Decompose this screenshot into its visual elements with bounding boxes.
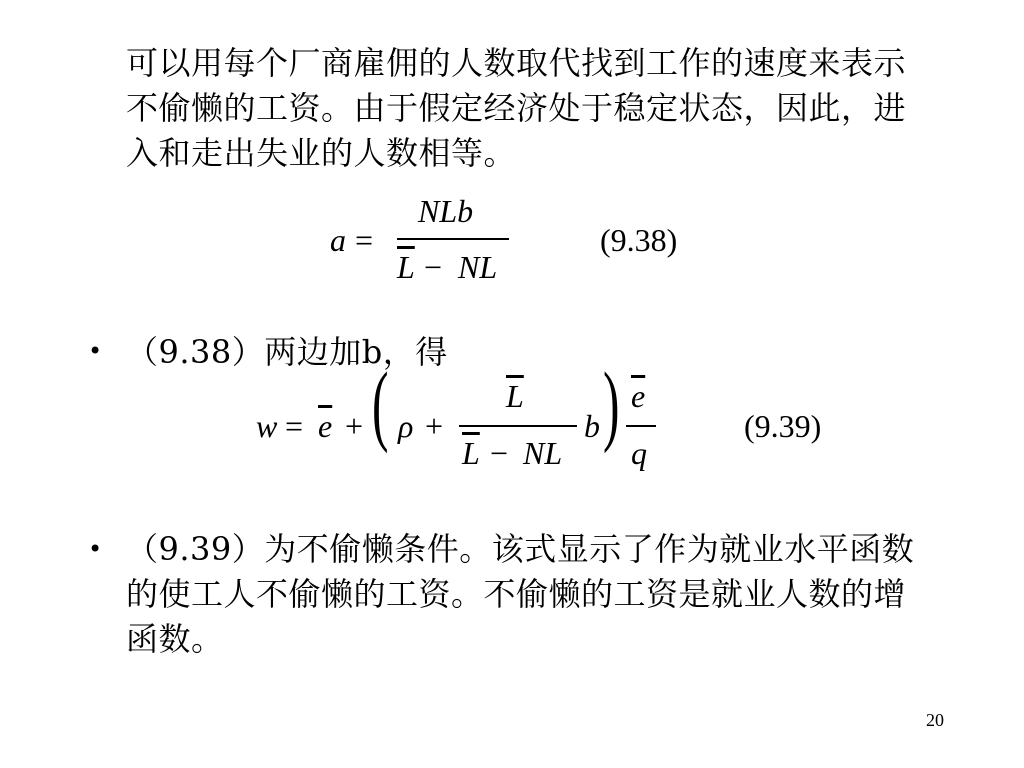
eq939-plus1: + xyxy=(345,408,364,444)
eq939-frac2-num: $\overline{e}$ xyxy=(631,378,646,414)
eq939-b: b xyxy=(584,408,600,444)
eq939-num-lbar: $\overline{L}$ xyxy=(506,378,524,414)
eq939-fraction-bar-1 xyxy=(459,425,577,427)
eq939-den-nl: NL xyxy=(523,435,563,471)
eq939-frac2-den: q xyxy=(631,435,647,471)
eq939-number: (9.39) xyxy=(744,408,822,444)
intro-paragraph: 可以用每个厂商雇佣的人数取代找到工作的速度来表示不偷懒的工资。由于假定经济处于稳定状态，因此，进入和走出失业的人数相等。 xyxy=(126,44,907,172)
eq938-lhs: a xyxy=(330,222,346,258)
eq938-numerator: NLb xyxy=(418,193,474,229)
eq939-equals: = xyxy=(285,408,304,444)
eq938-number: (9.38) xyxy=(600,222,678,258)
eq939-rho: ρ xyxy=(398,408,414,444)
eq939-den-lbar: $\overline{L}$ xyxy=(462,435,480,471)
bullet2-text: （9.39）为不偷懒条件。该式显示了作为就业水平函数的使工人不偷懒的工资。不偷懒的工资是就业人数的增函数。 xyxy=(126,530,915,658)
eq938-equals: = xyxy=(355,222,374,258)
eq938-den-minus: − xyxy=(424,249,443,285)
eq939-den-minus: − xyxy=(490,435,509,471)
eq939-w: w xyxy=(256,408,278,444)
eq938-den-nl: NL xyxy=(458,249,498,285)
page-number: 20 xyxy=(926,710,944,730)
bullet1-text: （9.38）两边加b，得 xyxy=(126,333,448,371)
eq939-right-paren: ) xyxy=(603,355,620,454)
bullet-marker-1: • xyxy=(88,337,103,365)
eq938-fraction-bar xyxy=(397,238,509,240)
bullet-marker-2: • xyxy=(88,535,103,563)
eq938-den-lbar: $\overline{L}$ xyxy=(397,249,415,285)
eq939-plus2: + xyxy=(425,408,444,444)
eq939-fraction-bar-2 xyxy=(626,425,656,427)
eq939-ebar: $\overline{e}$ xyxy=(318,408,333,444)
eq939-left-paren: ( xyxy=(372,355,389,454)
